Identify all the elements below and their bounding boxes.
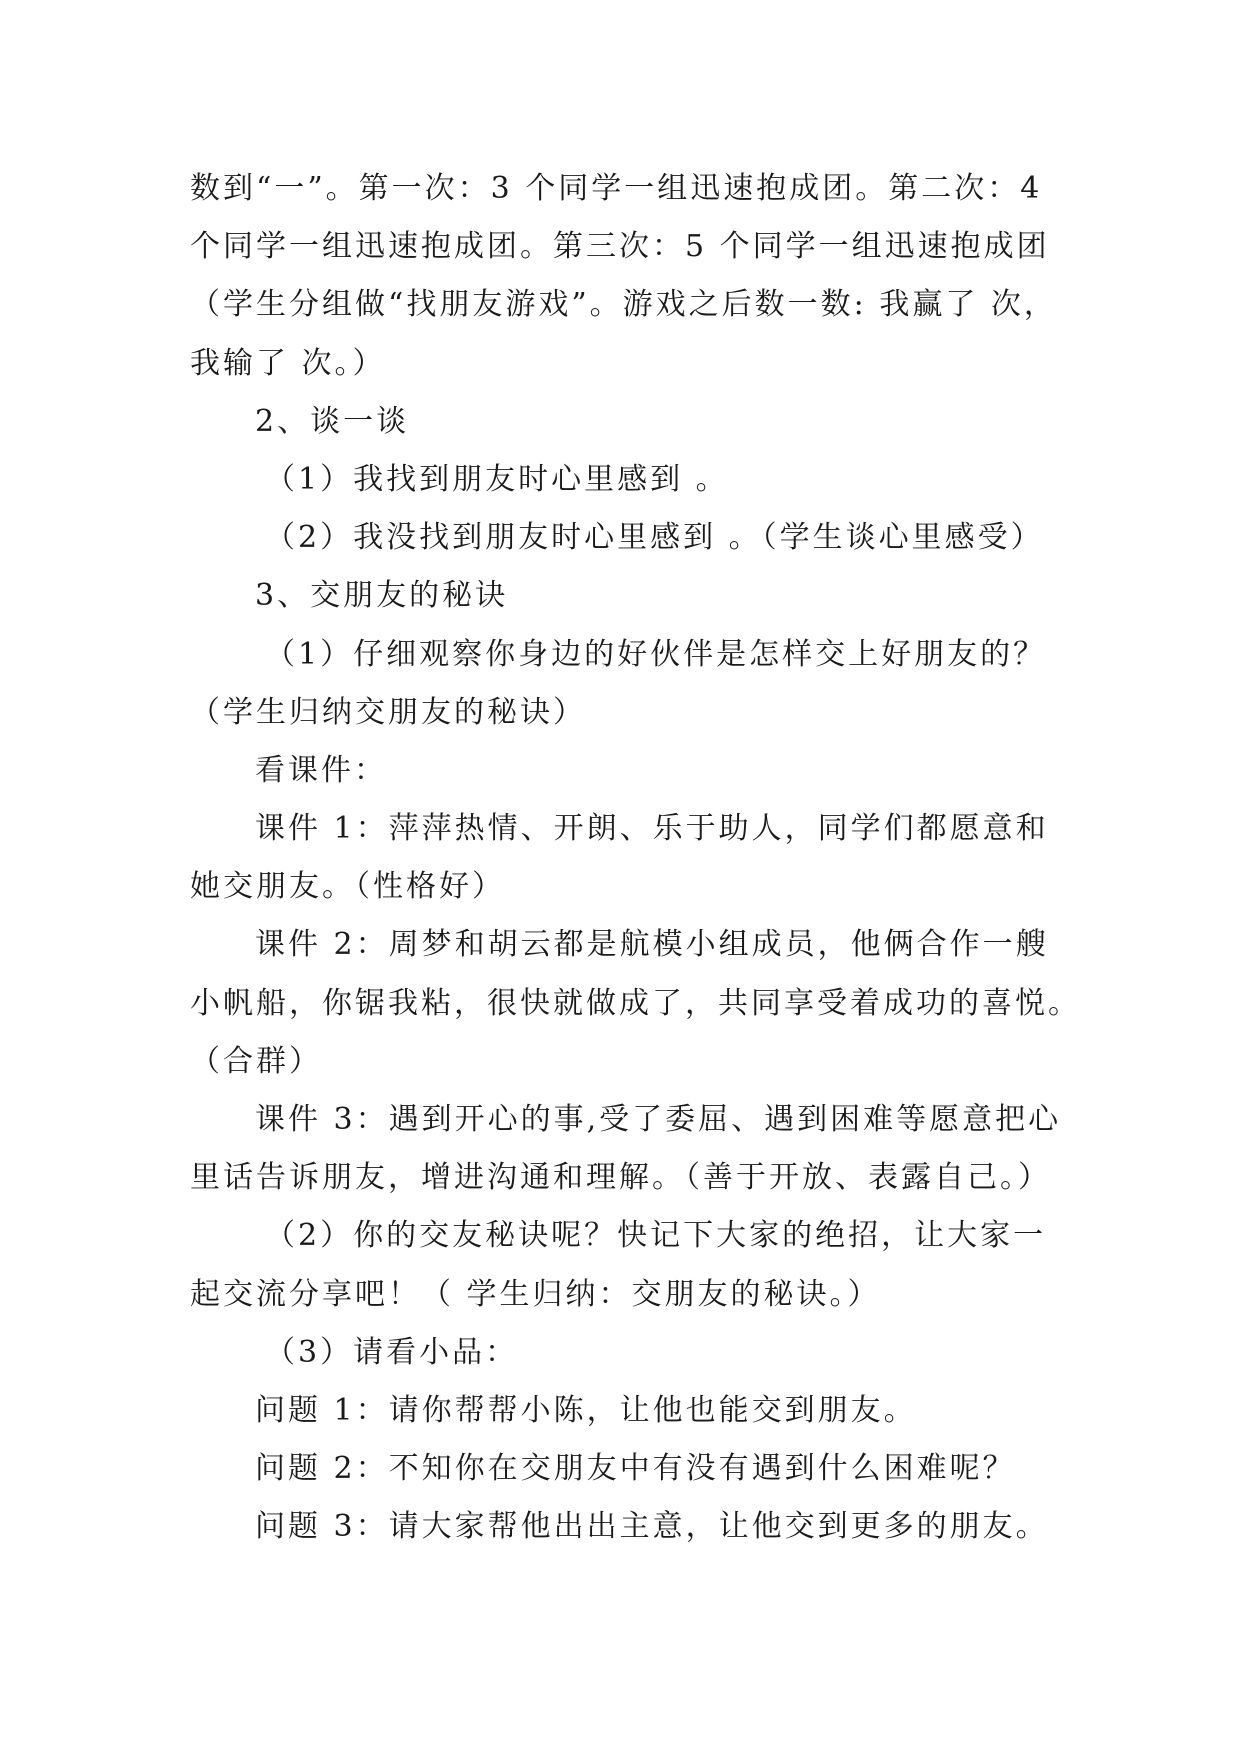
text-line: （1）我找到朋友时心里感到 。 (265, 461, 729, 497)
text-line: （学生分组做“找朋友游戏”。游戏之后数一数: 我赢了 次， (190, 287, 1057, 323)
text-line: （2）你的交友秘诀呢？快记下大家的绝招，让大家一 (265, 1218, 1047, 1254)
text-line: 课件 2：周梦和胡云都是航模小组成员，他俩合作一艘 (255, 927, 1049, 963)
text-line: 小帆船，你锯我粘，很快就做成了，共同享受着成功的喜悦。 (190, 985, 1081, 1021)
text-line: 问题 3：请大家帮他出出主意，让他交到更多的朋友。 (255, 1509, 1049, 1545)
text-line: 问题 1：请你帮帮小陈，让他也能交到朋友。 (255, 1392, 917, 1428)
text-line: （合群） (190, 1043, 322, 1079)
text-line: （2）我没找到朋友时心里感到 。（学生谈心里感受） (265, 520, 1044, 556)
text-line: 我输了 次。） (190, 345, 386, 381)
text-line: （学生归纳交朋友的秘诀） (190, 694, 586, 730)
text-line: （1）仔细观察你身边的好伙伴是怎样交上好朋友的？ (265, 636, 1047, 672)
text-line: 数到“一”。第一次：3 个同学一组迅速抱成团。第二次：4 (190, 171, 1043, 206)
text-line: 问题 2：不知你在交朋友中有没有遇到什么困难呢？ (255, 1451, 1016, 1487)
text-line: 看课件： (255, 752, 387, 788)
text-line: （3）请看小品： (265, 1334, 519, 1370)
text-line: 2、谈一谈 (255, 403, 410, 439)
text-line: 课件 1：萍萍热情、开朗、乐于助人，同学们都愿意和 (255, 811, 1049, 847)
text-line: 起交流分享吧！（ 学生归纳：交朋友的秘诀。） (190, 1276, 881, 1312)
text-line: 个同学一组迅速抱成团。第三次：5 个同学一组迅速抱成团 (190, 229, 1050, 265)
document-body (190, 160, 1081, 1557)
text-line: 课件 3：遇到开心的事,受了委屈、遇到困难等愿意把心 (255, 1102, 1062, 1137)
text-line: 她交朋友。（性格好） (190, 869, 505, 905)
text-line: 3、交朋友的秘诀 (255, 578, 509, 614)
text-line: 里话告诉朋友，增进沟通和理解。（善于开放、表露自己。） (190, 1160, 1051, 1196)
